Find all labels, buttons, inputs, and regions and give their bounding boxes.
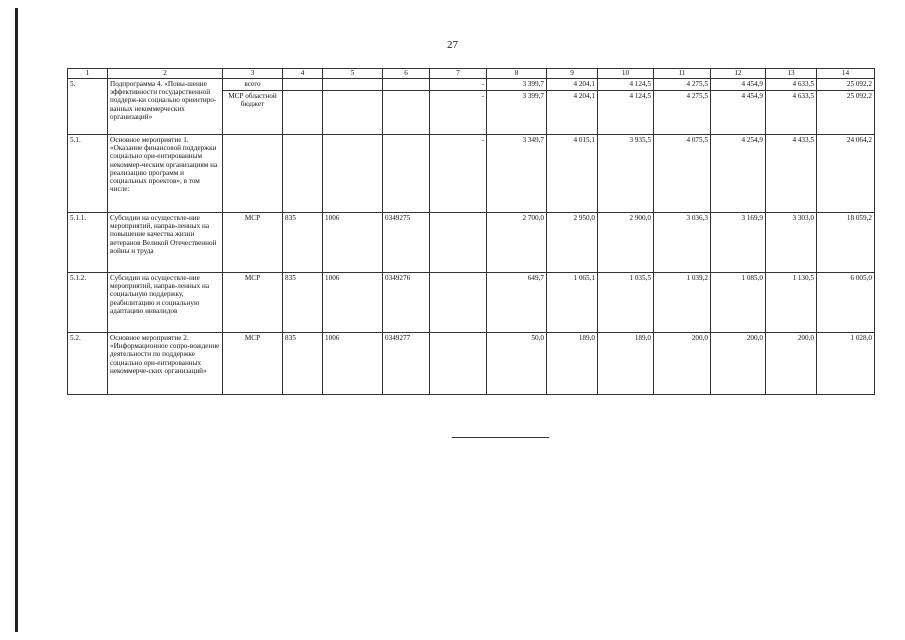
header-cell: 2 bbox=[108, 69, 223, 79]
header-cell: 6 bbox=[383, 69, 430, 79]
row-number: 5.1. bbox=[68, 135, 108, 213]
row-name: Основное мероприятие 2. «Информационное сопро-вождение деятельности по поддержке социально ори-ентированных некоммерче-ских организаций» bbox=[108, 333, 223, 395]
dash-cell: - bbox=[430, 135, 487, 213]
row-number: 5.2. bbox=[68, 333, 108, 395]
code-cell: 0349275 bbox=[383, 213, 430, 273]
dash-cell: - bbox=[430, 79, 487, 91]
header-cell: 9 bbox=[547, 69, 598, 79]
empty-cell bbox=[383, 91, 430, 135]
value-cell: 1 065,1 bbox=[547, 273, 598, 333]
code-cell: 835 bbox=[283, 213, 323, 273]
value-cell: 1 039,2 bbox=[654, 273, 711, 333]
value-cell: 3 349,7 bbox=[487, 135, 547, 213]
page-number: 27 bbox=[447, 39, 458, 51]
budget-table bbox=[67, 68, 875, 395]
header-cell: 10 bbox=[598, 69, 654, 79]
funding-source: МСР областной бюджет bbox=[223, 91, 283, 135]
header-cell: 13 bbox=[766, 69, 817, 79]
empty-cell bbox=[430, 273, 487, 333]
value-cell: 1 130,5 bbox=[766, 273, 817, 333]
header-cell: 1 bbox=[68, 69, 108, 79]
header-cell: 12 bbox=[711, 69, 766, 79]
value-cell: 200,0 bbox=[766, 333, 817, 395]
code-cell: 835 bbox=[283, 273, 323, 333]
value-cell: 2 900,0 bbox=[598, 213, 654, 273]
value-cell: 4 454,9 bbox=[711, 79, 766, 91]
header-cell: 11 bbox=[654, 69, 711, 79]
header-cell: 7 bbox=[430, 69, 487, 79]
code-cell: 0349276 bbox=[383, 273, 430, 333]
value-cell: 4 075,5 bbox=[654, 135, 711, 213]
empty-cell bbox=[383, 135, 430, 213]
empty-cell bbox=[430, 213, 487, 273]
value-cell: 25 092,2 bbox=[817, 91, 875, 135]
row-name: Подпрограмма 4. «Повы-шение эффективности государственной поддерж-ки социально ориентиро-ванных некоммерческих организаций» bbox=[108, 79, 223, 135]
value-cell: 3 935,5 bbox=[598, 135, 654, 213]
table-row bbox=[68, 273, 875, 333]
header-cell: 14 bbox=[817, 69, 875, 79]
left-margin-line bbox=[15, 8, 18, 632]
value-cell: 3 303,0 bbox=[766, 213, 817, 273]
value-cell: 4 204,1 bbox=[547, 79, 598, 91]
footer-separator-line bbox=[452, 437, 549, 438]
code-cell: 835 bbox=[283, 333, 323, 395]
value-cell: 3 036,3 bbox=[654, 213, 711, 273]
value-cell: 1 028,0 bbox=[817, 333, 875, 395]
row-name: Субсидии на осуществле-ние мероприятий, направ-ленных на повышение качества жизни ветеранов Великой Отечественной войны и труда bbox=[108, 213, 223, 273]
value-cell: 3 399,7 bbox=[487, 91, 547, 135]
table-header-row bbox=[68, 69, 875, 79]
value-cell: 1 035,5 bbox=[598, 273, 654, 333]
empty-cell bbox=[283, 79, 323, 91]
value-cell: 3 169,9 bbox=[711, 213, 766, 273]
value-cell: 4 015,1 bbox=[547, 135, 598, 213]
table-row bbox=[68, 213, 875, 273]
value-cell: 3 399,7 bbox=[487, 79, 547, 91]
value-cell: 4 124,5 bbox=[598, 79, 654, 91]
code-cell: 0349277 bbox=[383, 333, 430, 395]
row-number: 5.1.2. bbox=[68, 273, 108, 333]
header-cell: 4 bbox=[283, 69, 323, 79]
value-cell: 2 700,0 bbox=[487, 213, 547, 273]
empty-cell bbox=[283, 135, 323, 213]
value-cell: 25 092,2 bbox=[817, 79, 875, 91]
value-cell: 1 085,0 bbox=[711, 273, 766, 333]
value-cell: 18 059,2 bbox=[817, 213, 875, 273]
value-cell: 4 254,9 bbox=[711, 135, 766, 213]
row-number: 5.1.1. bbox=[68, 213, 108, 273]
value-cell: 189,0 bbox=[547, 333, 598, 395]
empty-cell bbox=[223, 135, 283, 213]
empty-cell bbox=[283, 91, 323, 135]
header-cell: 5 bbox=[323, 69, 383, 79]
value-cell: 4 275,5 bbox=[654, 91, 711, 135]
value-cell: 6 005,0 bbox=[817, 273, 875, 333]
empty-cell bbox=[383, 79, 430, 91]
value-cell: 24 064,2 bbox=[817, 135, 875, 213]
header-cell: 3 bbox=[223, 69, 283, 79]
table-row bbox=[68, 135, 875, 213]
dash-cell: - bbox=[430, 91, 487, 135]
header-cell: 8 bbox=[487, 69, 547, 79]
empty-cell bbox=[430, 333, 487, 395]
empty-cell bbox=[323, 135, 383, 213]
code-cell: 1006 bbox=[323, 333, 383, 395]
code-cell: 1006 bbox=[323, 273, 383, 333]
value-cell: 4 204,1 bbox=[547, 91, 598, 135]
table-row bbox=[68, 333, 875, 395]
row-name: Субсидии на осуществле-ние мероприятий, направ-ленных на социальную поддержку, реабилитацию и социальную адаптацию инвалидов bbox=[108, 273, 223, 333]
value-cell: 4 454,9 bbox=[711, 91, 766, 135]
funding-source: всего bbox=[223, 79, 283, 91]
funding-source: МСР bbox=[223, 213, 283, 273]
value-cell: 4 633,5 bbox=[766, 79, 817, 91]
empty-cell bbox=[323, 79, 383, 91]
value-cell: 4 275,5 bbox=[654, 79, 711, 91]
empty-cell bbox=[323, 91, 383, 135]
funding-source: МСР bbox=[223, 273, 283, 333]
table-row bbox=[68, 79, 875, 91]
value-cell: 200,0 bbox=[711, 333, 766, 395]
value-cell: 200,0 bbox=[654, 333, 711, 395]
value-cell: 4 433,5 bbox=[766, 135, 817, 213]
value-cell: 50,0 bbox=[487, 333, 547, 395]
code-cell: 1006 bbox=[323, 213, 383, 273]
value-cell: 189,0 bbox=[598, 333, 654, 395]
value-cell: 4 633,5 bbox=[766, 91, 817, 135]
value-cell: 2 950,0 bbox=[547, 213, 598, 273]
row-number: 5. bbox=[68, 79, 108, 135]
funding-source: МСР bbox=[223, 333, 283, 395]
row-name: Основное мероприятие 1. «Оказание финансовой поддержки социально ори-ентированным некоммер-ческим организациям на реализацию программ и социальных проектов», в том числе: bbox=[108, 135, 223, 213]
value-cell: 649,7 bbox=[487, 273, 547, 333]
value-cell: 4 124,5 bbox=[598, 91, 654, 135]
